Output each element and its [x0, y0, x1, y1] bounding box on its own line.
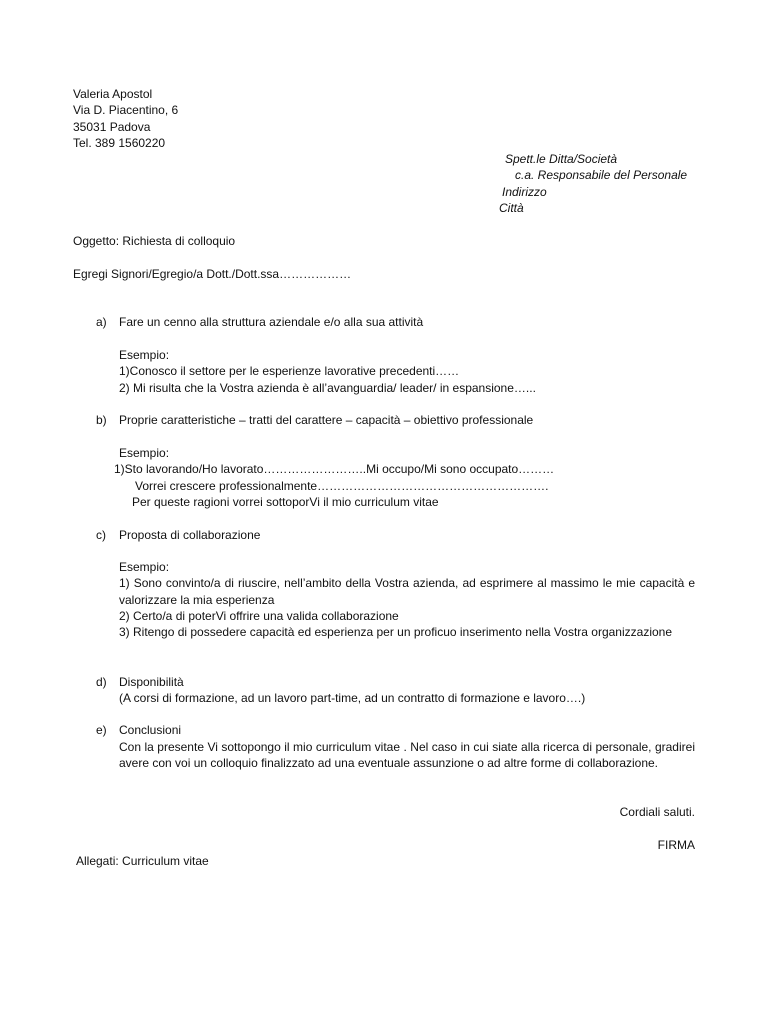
section-b-example-line-2: Vorrei crescere professionalmente………………………………………………….: [135, 478, 549, 493]
sender-name: Valeria Apostol: [73, 87, 153, 101]
greeting: Egregi Signori/Egregio/a Dott./Dott.ssa………………: [73, 267, 352, 281]
section-b-example: [114, 445, 695, 510]
section-e-marker: e): [96, 723, 107, 737]
section-c-example-line-3: 3) Ritengo di possedere capacità ed esperienza per un proficuo inserimento nella Vostra organizzazione: [119, 625, 673, 640]
recipient-attention: c.a. Responsabile del Personale: [515, 168, 688, 183]
recipient-address: Indirizzo: [502, 184, 547, 199]
subject-label: Oggetto:: [73, 234, 120, 248]
sender-phone: Tel. 389 1560220: [73, 135, 166, 150]
section-a-example-line-2: 2) Mi risulta che la Vostra azienda è all’avanguardia/ leader/ in espansione…...: [119, 380, 536, 395]
section-a-title: Fare un cenno alla struttura aziendale e/o alla sua attività: [119, 315, 424, 329]
section-d-text: (A corsi di formazione, ad un lavoro part-time, ad un contratto di formazione e lavoro….): [119, 691, 586, 705]
section-c-marker: c): [96, 528, 106, 542]
section-b-example-label: Esempio:: [119, 446, 170, 460]
section-d-marker: d): [96, 675, 107, 689]
section-c-title: Proposta di collaborazione: [119, 528, 261, 542]
recipient-company: Spett.le Ditta/Società: [505, 152, 618, 166]
subject-text: Richiesta di colloquio: [122, 234, 236, 248]
section-b-example-line-1: 1)Sto lavorando/Ho lavorato……………………..Mi occupo/Mi sono occupato………: [114, 462, 555, 477]
section-a-example-line-1: 1)Conosco il settore per le esperienze lavorative precedenti……: [119, 364, 460, 379]
section-d-title: Disponibilità: [119, 675, 184, 689]
subject-line: [73, 233, 235, 249]
sender-block: [73, 86, 178, 151]
section-a-example: [119, 347, 695, 396]
section-c-example-line-1: 1) Sono convinto/a di riuscire, nell’ambito della Vostra azienda, ad esprimere al massimo le mie capacità e valorizzare la mia esperienza: [119, 576, 695, 607]
section-b-title: Proprie caratteristiche – tratti del carattere – capacità – obiettivo professionale: [119, 413, 534, 427]
section-e-text: Con la presente Vi sottopongo il mio curriculum vitae . Nel caso in cui siate alla ricerca di personale, gradirei avere con voi un colloquio finalizzato ad una eventuale assunzione o ad altre forme di collaborazione.: [119, 740, 695, 771]
closing-salutation: Cordiali saluti.: [619, 805, 695, 819]
section-b-example-line-3: Per queste ragioni vorrei sottoporVi il mio curriculum vitae: [132, 494, 439, 509]
section-b-marker: b): [96, 413, 107, 427]
section-a-marker: a): [96, 315, 107, 329]
section-c-example: [119, 559, 695, 640]
section-c-example-line-2: 2) Certo/a di poterVi offrire una valida collaborazione: [119, 608, 399, 623]
section-a-example-label: Esempio:: [119, 348, 170, 362]
signature: FIRMA: [657, 838, 695, 852]
section-c-example-label: Esempio:: [119, 560, 170, 574]
recipient-city: Città: [499, 200, 524, 215]
section-e-title: Conclusioni: [119, 723, 182, 737]
attachments: Allegati: Curriculum vitae: [76, 854, 209, 868]
sender-street: Via D. Piacentino, 6: [73, 103, 179, 118]
sender-city: 35031 Padova: [73, 119, 151, 134]
